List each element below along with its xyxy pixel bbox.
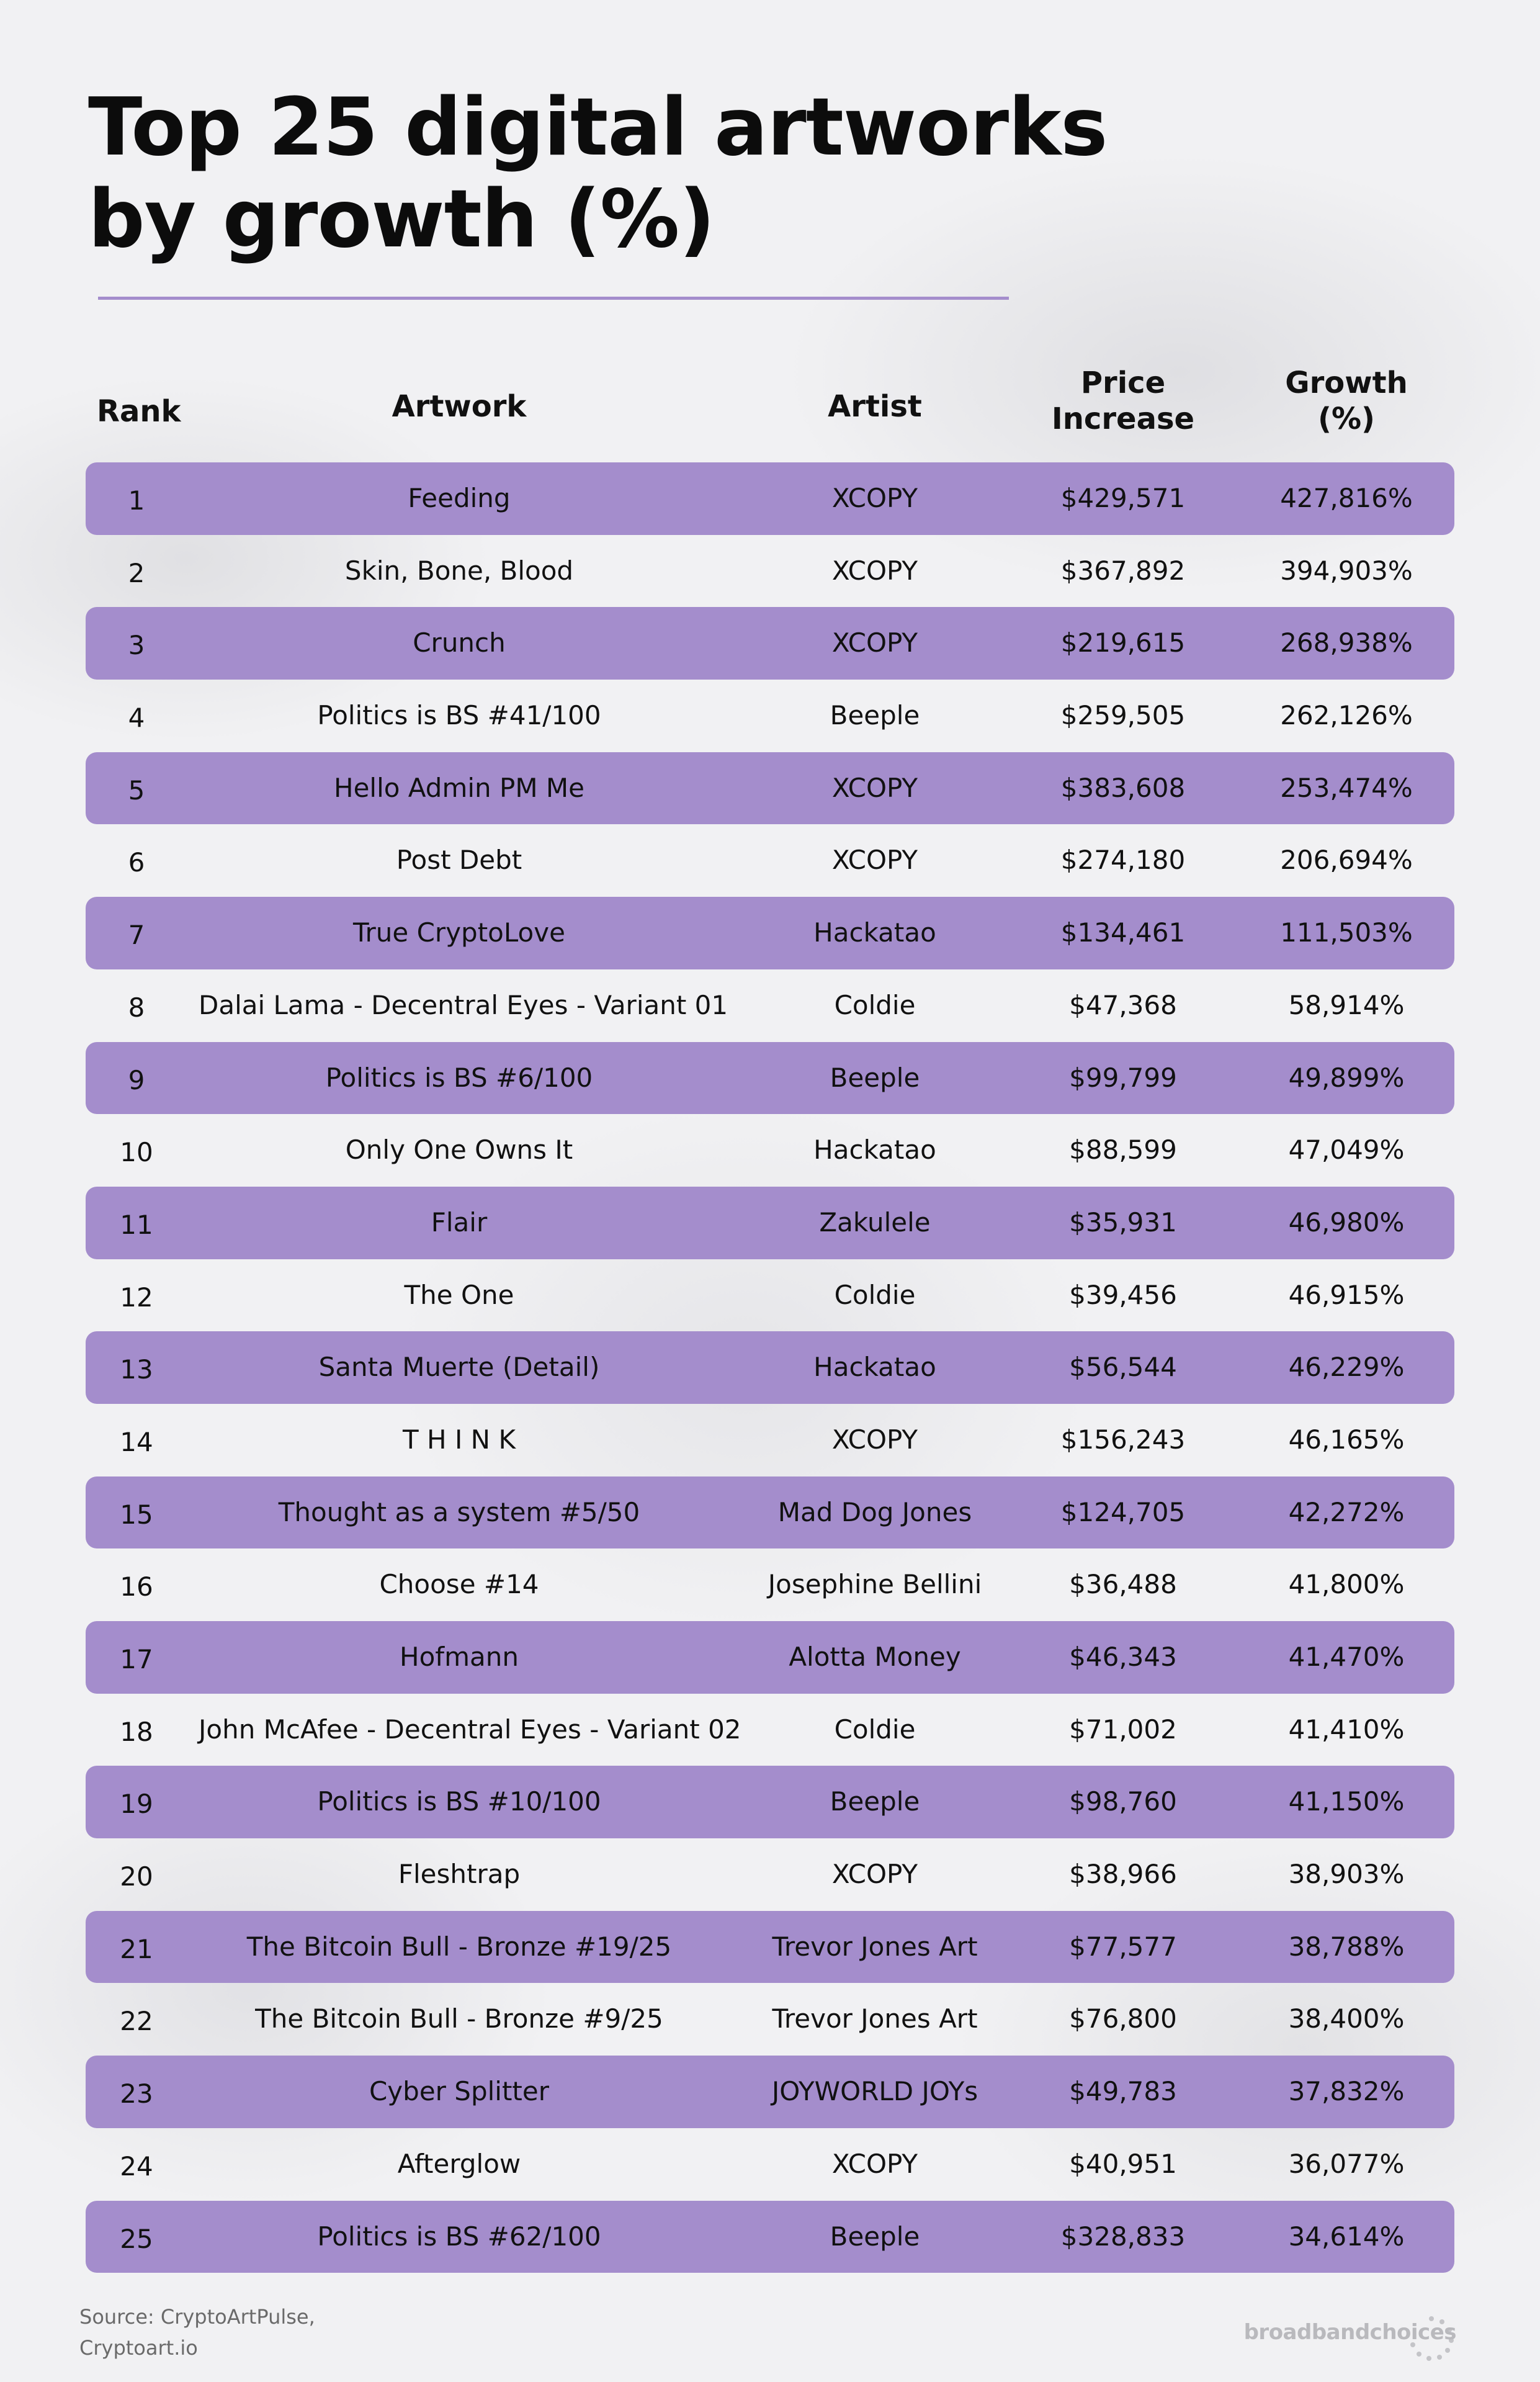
- brand-logo: [1243, 2314, 1456, 2363]
- growth-cell: 42,272%: [1288, 1496, 1405, 1527]
- table-row: [86, 680, 1454, 752]
- artwork-cell: Post Debt: [396, 845, 522, 876]
- rank-cell: 15: [120, 1499, 153, 1530]
- artist-cell: XCOPY: [831, 627, 918, 658]
- rank-cell: 20: [120, 1861, 153, 1892]
- price-increase-cell: $49,783: [1069, 2076, 1177, 2107]
- artist-cell: XCOPY: [831, 483, 918, 513]
- table-row: [86, 462, 1454, 535]
- table-row: [86, 535, 1454, 608]
- artist-cell: Beeple: [830, 1062, 920, 1093]
- artist-cell: XCOPY: [831, 2148, 918, 2179]
- rank-cell: 12: [120, 1282, 153, 1313]
- price-increase-cell: $40,951: [1069, 2148, 1177, 2179]
- artist-cell: Josephine Bellini: [768, 1569, 982, 1600]
- growth-cell: 41,410%: [1288, 1714, 1405, 1745]
- growth-cell: 46,915%: [1288, 1279, 1405, 1310]
- growth-cell: 206,694%: [1280, 845, 1413, 876]
- table-row: [86, 752, 1454, 825]
- price-increase-cell: $77,577: [1069, 1931, 1177, 1962]
- column-header-rank: [87, 393, 196, 429]
- table-row: [86, 824, 1454, 897]
- artwork-cell: The One: [404, 1279, 514, 1310]
- artwork-cell: Politics is BS #62/100: [317, 2221, 601, 2252]
- column-header-price-increase: [999, 365, 1247, 437]
- price-increase-cell: $219,615: [1060, 627, 1186, 658]
- table-row: [86, 1766, 1454, 1838]
- rank-cell: 5: [128, 775, 145, 806]
- source-note: [79, 2301, 452, 2363]
- rank-cell: 10: [120, 1137, 153, 1168]
- artist-cell: Beeple: [830, 1786, 920, 1817]
- table-row: [86, 1114, 1454, 1187]
- artist-cell: Hackatao: [813, 1135, 936, 1166]
- table-row: [86, 969, 1454, 1042]
- rank-cell: 19: [120, 1789, 153, 1820]
- price-increase-cell: $383,608: [1060, 772, 1186, 803]
- source-line-2: Cryptoart.io: [79, 2336, 198, 2360]
- rank-cell: 14: [120, 1426, 153, 1457]
- artwork-cell: Only One Owns It: [345, 1135, 573, 1166]
- artwork-cell: Politics is BS #10/100: [317, 1786, 601, 1817]
- growth-cell: 36,077%: [1288, 2148, 1405, 2179]
- artwork-cell: The Bitcoin Bull - Bronze #19/25: [246, 1931, 672, 1962]
- price-increase-cell: $88,599: [1069, 1135, 1177, 1166]
- artwork-cell: Feeding: [408, 483, 511, 513]
- growth-cell: 394,903%: [1280, 555, 1413, 586]
- column-header-rank-label: Rank: [97, 394, 181, 429]
- price-increase-cell: $35,931: [1069, 1207, 1177, 1238]
- rank-cell: 22: [120, 2006, 153, 2037]
- artwork-cell: Afterglow: [397, 2148, 521, 2179]
- rank-cell: 16: [120, 1571, 153, 1602]
- rank-cell: 24: [120, 2151, 153, 2182]
- table-row: [86, 1331, 1454, 1404]
- artist-cell: JOYWORLD JOYs: [771, 2076, 978, 2107]
- artwork-cell: The Bitcoin Bull - Bronze #9/25: [255, 2003, 663, 2034]
- artist-cell: Alotta Money: [789, 1642, 961, 1672]
- growth-cell: 37,832%: [1288, 2076, 1405, 2107]
- rank-cell: 7: [128, 920, 145, 951]
- column-header-artist: [751, 389, 999, 425]
- price-increase-cell: $38,966: [1069, 1859, 1177, 1890]
- growth-cell: 262,126%: [1280, 700, 1413, 731]
- growth-cell: 41,470%: [1288, 1642, 1405, 1672]
- table-row: [86, 2056, 1454, 2128]
- price-increase-cell: $274,180: [1060, 845, 1186, 876]
- table-row: [86, 607, 1454, 680]
- table-row: [86, 2128, 1454, 2201]
- artwork-cell: Crunch: [413, 627, 506, 658]
- growth-cell: 58,914%: [1288, 989, 1405, 1020]
- price-increase-cell: $47,368: [1069, 989, 1177, 1020]
- table-body: [86, 462, 1454, 2273]
- rank-cell: 25: [120, 2223, 153, 2254]
- column-header-growth-line2: (%): [1318, 402, 1375, 436]
- growth-cell: 253,474%: [1280, 772, 1413, 803]
- growth-cell: 38,903%: [1288, 1859, 1405, 1890]
- price-increase-cell: $36,488: [1069, 1569, 1177, 1600]
- column-header-price-line1: Price: [1080, 366, 1166, 400]
- price-increase-cell: $46,343: [1069, 1642, 1177, 1672]
- artwork-cell: Politics is BS #6/100: [325, 1062, 593, 1093]
- table-row: [86, 1838, 1454, 1911]
- artwork-cell: T H I N K: [403, 1424, 516, 1455]
- growth-cell: 427,816%: [1280, 483, 1413, 513]
- growth-cell: 49,899%: [1288, 1062, 1405, 1093]
- artist-cell: Coldie: [834, 1279, 916, 1310]
- brand-name: broadbandchoices: [1243, 2320, 1456, 2345]
- table-row: [86, 1983, 1454, 2056]
- artist-cell: Trevor Jones Art: [772, 1931, 978, 1962]
- price-increase-cell: $367,892: [1060, 555, 1186, 586]
- price-increase-cell: $98,760: [1069, 1786, 1177, 1817]
- price-increase-cell: $259,505: [1060, 700, 1186, 731]
- title-divider: [98, 297, 1009, 300]
- table-row: [86, 1404, 1454, 1476]
- column-header-price-line2: Increase: [1051, 402, 1195, 436]
- price-increase-cell: $71,002: [1069, 1714, 1177, 1745]
- artwork-cell: True CryptoLove: [353, 917, 565, 948]
- artwork-cell: Hello Admin PM Me: [333, 772, 584, 803]
- table-row: [86, 1548, 1454, 1621]
- price-increase-cell: $56,544: [1069, 1352, 1177, 1383]
- table-row: [86, 1694, 1454, 1766]
- artist-cell: Coldie: [834, 989, 916, 1020]
- growth-cell: 34,614%: [1288, 2221, 1405, 2252]
- artwork-cell: Cyber Splitter: [369, 2076, 549, 2107]
- artwork-cell: Thought as a system #5/50: [278, 1496, 640, 1527]
- rank-cell: 17: [120, 1644, 153, 1674]
- rank-cell: 6: [128, 847, 145, 878]
- rank-cell: 13: [120, 1354, 153, 1385]
- artwork-cell: Fleshtrap: [398, 1859, 521, 1890]
- growth-cell: 46,165%: [1288, 1424, 1405, 1455]
- artist-cell: Beeple: [830, 700, 920, 731]
- rank-cell: 2: [128, 557, 145, 588]
- artwork-cell: John McAfee - Decentral Eyes - Variant 02: [199, 1714, 741, 1745]
- growth-cell: 47,049%: [1288, 1135, 1405, 1166]
- rank-cell: 11: [120, 1209, 153, 1240]
- growth-cell: 38,400%: [1288, 2003, 1405, 2034]
- price-increase-cell: $156,243: [1060, 1424, 1186, 1455]
- artwork-cell: Santa Muerte (Detail): [318, 1352, 600, 1383]
- rank-cell: 18: [120, 1716, 153, 1747]
- artist-cell: Hackatao: [813, 1352, 936, 1383]
- artist-cell: XCOPY: [831, 555, 918, 586]
- price-increase-cell: $134,461: [1060, 917, 1186, 948]
- growth-cell: 41,800%: [1288, 1569, 1405, 1600]
- source-line-1: Source: CryptoArtPulse,: [79, 2305, 315, 2329]
- artwork-cell: Choose #14: [379, 1569, 539, 1600]
- table-row: [86, 1911, 1454, 1984]
- table-row: [86, 897, 1454, 969]
- artwork-cell: Politics is BS #41/100: [317, 700, 601, 731]
- table-row: [86, 1621, 1454, 1694]
- artist-cell: XCOPY: [831, 1424, 918, 1455]
- growth-cell: 38,788%: [1288, 1931, 1405, 1962]
- artist-cell: Trevor Jones Art: [772, 2003, 978, 2034]
- table-row: [86, 1042, 1454, 1115]
- artist-cell: XCOPY: [831, 1859, 918, 1890]
- rank-cell: 9: [128, 1064, 145, 1095]
- artwork-cell: Flair: [431, 1207, 488, 1238]
- table-row: [86, 1476, 1454, 1549]
- artist-cell: Mad Dog Jones: [777, 1496, 972, 1527]
- rank-cell: 1: [128, 485, 145, 516]
- artist-cell: XCOPY: [831, 845, 918, 876]
- column-header-growth: [1235, 365, 1458, 437]
- price-increase-cell: $39,456: [1069, 1279, 1177, 1310]
- rank-cell: 3: [128, 630, 145, 661]
- price-increase-cell: $429,571: [1060, 483, 1186, 513]
- table-row: [86, 1187, 1454, 1259]
- growth-cell: 46,980%: [1288, 1207, 1405, 1238]
- artwork-cell: Dalai Lama - Decentral Eyes - Variant 01: [199, 989, 728, 1020]
- artist-cell: Beeple: [830, 2221, 920, 2252]
- column-header-artwork-label: Artwork: [392, 389, 527, 424]
- price-increase-cell: $76,800: [1069, 2003, 1177, 2034]
- rank-cell: 21: [120, 1933, 153, 1964]
- column-header-artist-label: Artist: [828, 389, 922, 424]
- price-increase-cell: $124,705: [1060, 1496, 1186, 1527]
- artist-cell: Coldie: [834, 1714, 916, 1745]
- artwork-cell: Skin, Bone, Blood: [344, 555, 574, 586]
- artist-cell: XCOPY: [831, 772, 918, 803]
- growth-cell: 268,938%: [1280, 627, 1413, 658]
- artwork-cell: Hofmann: [400, 1642, 519, 1672]
- artist-cell: Hackatao: [813, 917, 936, 948]
- price-increase-cell: $328,833: [1060, 2221, 1186, 2252]
- rank-cell: 8: [128, 992, 145, 1023]
- table-row: [86, 1259, 1454, 1332]
- growth-cell: 46,229%: [1288, 1352, 1405, 1383]
- page-title: Top 25 digital artworks by growth (%): [88, 81, 1108, 266]
- column-header-artwork: [199, 389, 720, 425]
- growth-cell: 41,150%: [1288, 1786, 1405, 1817]
- growth-cell: 111,503%: [1280, 917, 1413, 948]
- rank-cell: 23: [120, 2079, 153, 2110]
- price-increase-cell: $99,799: [1069, 1062, 1177, 1093]
- artist-cell: Zakulele: [819, 1207, 931, 1238]
- table-row: [86, 2201, 1454, 2273]
- rank-cell: 4: [128, 703, 145, 734]
- column-header-growth-line1: Growth: [1285, 366, 1408, 400]
